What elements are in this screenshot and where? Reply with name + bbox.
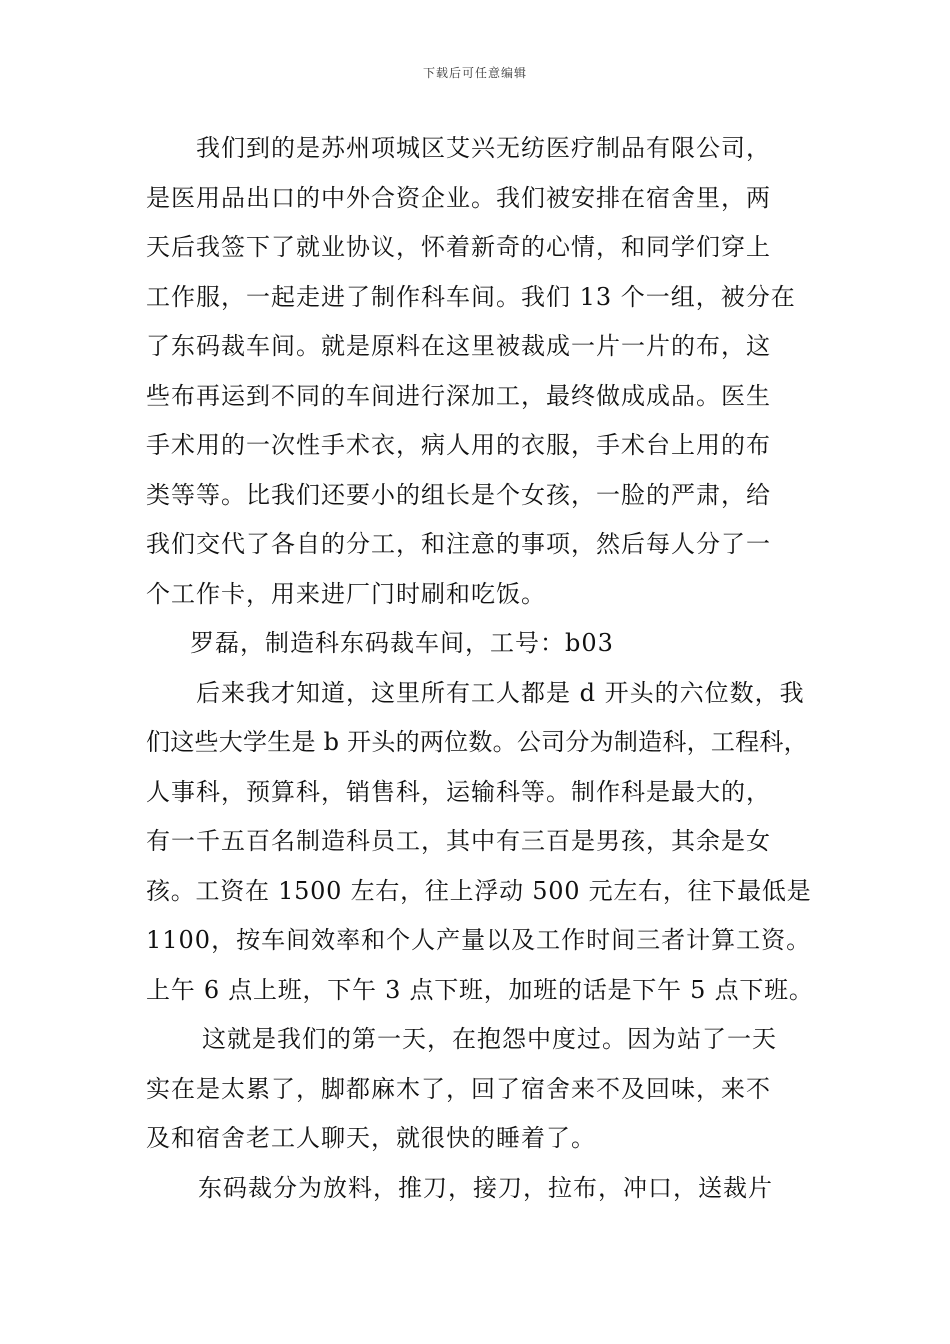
text-line: 个工作卡，用来进厂门时刷和吃饭。: [146, 579, 546, 608]
text-line: 我们到的是苏州项城区艾兴无纺医疗制品有限公司，: [196, 134, 771, 162]
text-line: 类等等。比我们还要小的组长是个女孩，一脸的严肃，给: [146, 480, 771, 509]
text-line: 及和宿舍老工人聊天，就很快的睡着了。: [146, 1124, 596, 1152]
text-line: 后来我才知道，这里所有工人都是 d 开头的六位数，我: [196, 678, 805, 707]
text-line: 了东码裁车间。就是原料在这里被裁成一片一片的布，这: [146, 332, 771, 360]
text-line: 是医用品出口的中外合资企业。我们被安排在宿舍里，两: [146, 183, 771, 212]
text-line: 们这些大学生是 b 开头的两位数。公司分为制造科，工程科，: [146, 728, 808, 756]
text-line: 东码裁分为放料，推刀，接刀，拉布，冲口，送裁片: [198, 1173, 773, 1202]
text-line: 1100，按车间效率和个人产量以及工作时间三者计算工资。: [146, 926, 812, 954]
text-line: 有一千五百名制造科员工，其中有三百是男孩，其余是女: [146, 827, 771, 855]
text-line: 孩。工资在 1500 左右，往上浮动 500 元左右，往下最低是: [146, 876, 812, 905]
document-body: [146, 124, 814, 1213]
text-line: 人事科，预算科，销售科，运输科等。制作科是最大的，: [146, 777, 771, 806]
text-line: 上午 6 点上班，下午 3 点下班，加班的话是下午 5 点下班。: [146, 975, 814, 1004]
text-line: 这就是我们的第一天，在抱怨中度过。因为站了一天: [202, 1025, 777, 1053]
text-line: 实在是太累了，脚都麻木了，回了宿舍来不及回味，来不: [146, 1074, 771, 1103]
text-line: 天后我签下了就业协议，怀着新奇的心情，和同学们穿上: [146, 233, 771, 261]
text-line: 我们交代了各自的分工，和注意的事项，然后每人分了一: [146, 530, 771, 558]
text-line: 些布再运到不同的车间进行深加工，最终做成成品。医生: [146, 381, 771, 410]
text-line: 工作服，一起走进了制作科车间。我们 13 个一组，被分在: [146, 282, 796, 311]
text-line: 手术用的一次性手术衣，病人用的衣服，手术台上用的布: [146, 431, 771, 459]
page-header: 下载后可任意编辑: [422, 66, 527, 80]
text-line: 罗磊，制造科东码裁车间，工号：b03: [190, 629, 614, 657]
